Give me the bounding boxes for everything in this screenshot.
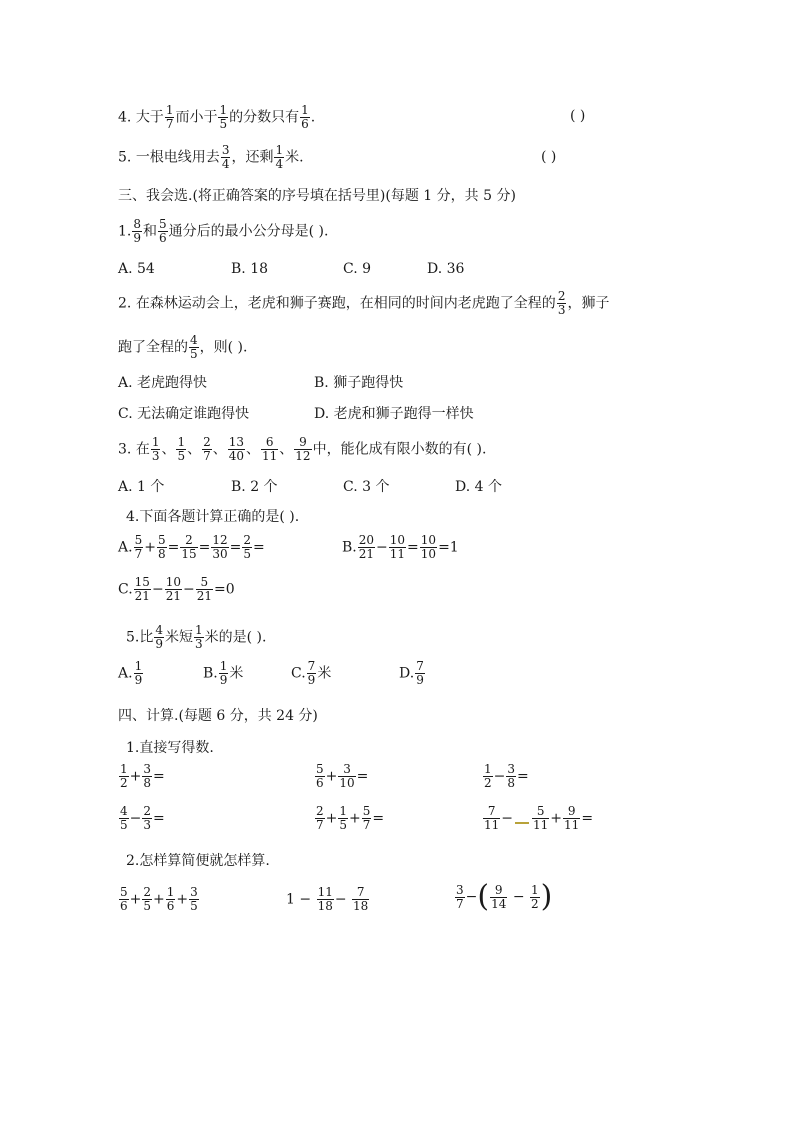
section-title: 四、计算.(每题 6 分，共 24 分): [118, 708, 318, 724]
option-d[interactable]: D. 36: [427, 261, 465, 277]
option-c[interactable]: C. $\frac{15}{21}$ − $\frac{10}{21}$ − $\frac{5}{21}$ =0: [118, 575, 235, 603]
option-a[interactable]: A. $\frac{5}{7}$ + $\frac{5}{8}$ = $\frac{2}{15}$ = $\frac{12}{30}$ = $\frac{2}{5}$ =: [118, 533, 265, 561]
simplify-item: $\frac{3}{7}$ −( $\frac{9}{14}$ − $\frac{1}{2}$ ): [456, 879, 553, 914]
calc-item: $\frac{4}{5}$ − $\frac{2}{3}$ =: [120, 804, 165, 832]
option-b[interactable]: B. 2 个: [231, 479, 278, 495]
choice-question-3: 3. 在 $\frac{1}{3}$ 、 $\frac{1}{5}$ 、 $\frac{2}{7}$ 、 $\frac{13}{40}$ 、 $\frac{6}{11}$ 、 $\frac{9}{12}$ 中，能化成有限小数的有( ).: [118, 435, 487, 463]
option-a[interactable]: A. $\frac{1}{9}$: [118, 659, 143, 687]
option-d[interactable]: D. 老虎和狮子跑得一样快: [314, 406, 474, 422]
fraction: $\frac{1}{6}$: [301, 103, 309, 131]
simplify-item: 1 − $\frac{11}{18}$ − $\frac{7}{18}$: [286, 885, 369, 913]
highlight-mark: [515, 814, 529, 824]
choice-question-1: 1. $\frac{8}{9}$ 和 $\frac{5}{6}$ 通分后的最小公分母是( ).: [118, 217, 329, 245]
answer-blank[interactable]: ( ): [570, 108, 586, 124]
option-a[interactable]: A. 54: [118, 261, 155, 277]
left-paren: (: [477, 879, 490, 914]
choice-question-5: 5.比 $\frac{4}{9}$ 米短 $\frac{1}{3}$ 米的是( ).: [126, 623, 267, 651]
choice-question-2-cont: 跑了全程的 $\frac{4}{5}$ ，则( ).: [118, 333, 248, 361]
fraction: $\frac{1}{5}$: [219, 103, 228, 131]
option-c[interactable]: C. 9: [343, 261, 372, 277]
option-a[interactable]: A. 1 个: [118, 479, 165, 495]
choice-question-4: 4.下面各题计算正确的是( ).: [126, 509, 300, 525]
option-a[interactable]: A. 老虎跑得快: [118, 375, 208, 391]
choice-question-2: 2. 在森林运动会上，老虎和狮子赛跑，在相同的时间内老虎跑了全程的 $\frac{2}{3}$ ，狮子: [118, 289, 610, 317]
right-paren: ): [540, 879, 553, 914]
option-d[interactable]: D. 4 个: [455, 479, 502, 495]
calc-item: $\frac{5}{6}$ + $\frac{3}{10}$ =: [316, 762, 369, 790]
option-b[interactable]: B. 狮子跑得快: [314, 375, 404, 391]
subsection-title: 1.直接写得数.: [126, 740, 214, 756]
option-c[interactable]: C. $\frac{7}{9}$ 米: [291, 659, 332, 687]
section-title: 三、我会选.(将正确答案的序号填在括号里)(每题 1 分，共 5 分): [118, 188, 516, 204]
fraction: $\frac{1}{7}$: [165, 103, 174, 131]
calc-item: $\frac{1}{2}$ − $\frac{3}{8}$ =: [484, 762, 529, 790]
judge-question-4: 4. 大于 $\frac{1}{7}$ 而小于 $\frac{1}{5}$ 的分数只有 $\frac{1}{6}$ .: [118, 103, 316, 131]
option-c[interactable]: C. 3 个: [343, 479, 390, 495]
answer-blank[interactable]: ( ): [541, 149, 557, 165]
simplify-item: $\frac{5}{6}$ + $\frac{2}{5}$ + $\frac{1}{6}$ + $\frac{3}{5}$: [120, 885, 198, 913]
option-d[interactable]: D. $\frac{7}{9}$: [399, 659, 424, 687]
option-c[interactable]: C. 无法确定谁跑得快: [118, 406, 250, 422]
option-b[interactable]: B. $\frac{1}{9}$ 米: [203, 659, 244, 687]
judge-question-5: 5. 一根电线用去 $\frac{3}{4}$ ，还剩 $\frac{1}{4}$ 米.: [118, 143, 304, 171]
question-number: 4.: [118, 109, 132, 126]
subsection-title: 2.怎样算简便就怎样算.: [126, 853, 270, 869]
calc-item: $\frac{2}{7}$ + $\frac{1}{5}$ + $\frac{5}{7}$ =: [316, 804, 385, 832]
calc-item: $\frac{7}{11}$ − $\frac{5}{11}$ + $\frac{9}{11}$ =: [484, 804, 594, 832]
calc-item: $\frac{1}{2}$ + $\frac{3}{8}$ =: [120, 762, 165, 790]
option-b[interactable]: B. 18: [231, 261, 269, 277]
option-b[interactable]: B. $\frac{20}{21}$ − $\frac{10}{11}$ = $\frac{10}{10}$ =1: [342, 533, 459, 561]
